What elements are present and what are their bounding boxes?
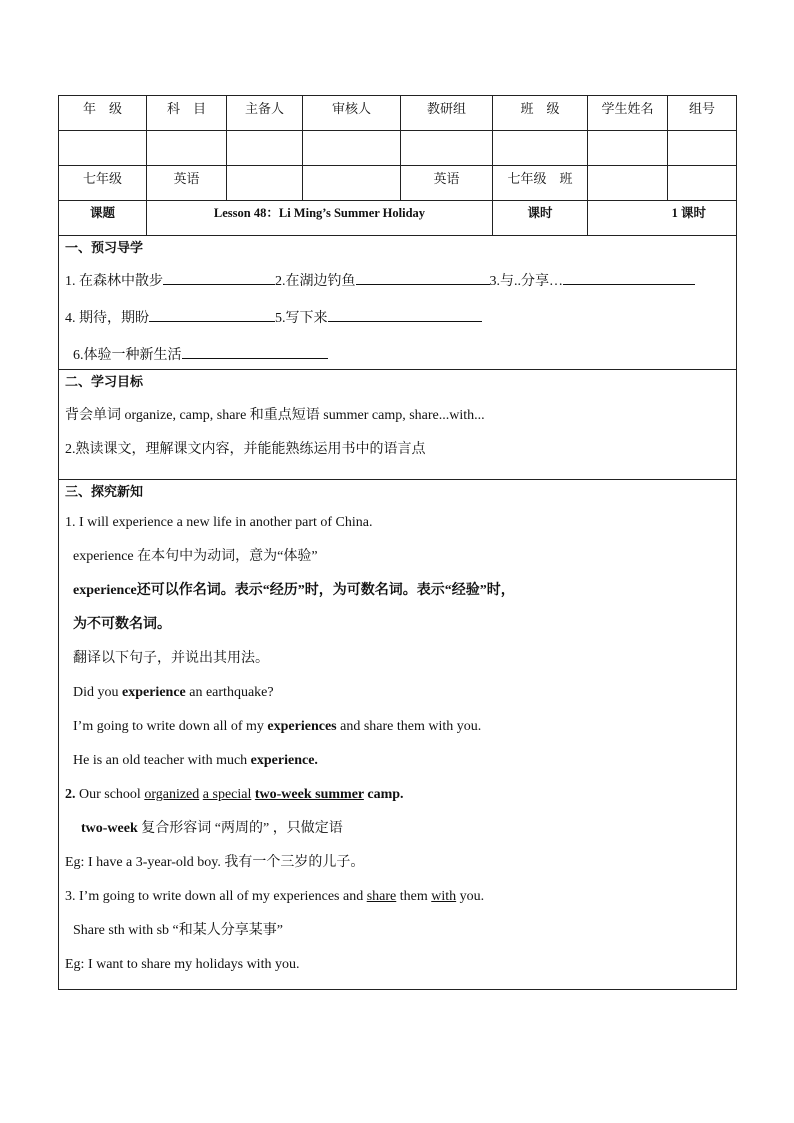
answer-blank[interactable]	[149, 309, 275, 322]
header-subject: 科 目	[147, 96, 227, 131]
example-sentence-3: He is an old teacher with much experience.	[73, 753, 318, 768]
share-usage-note: Share sth with sb “和某人分享某事”	[73, 923, 283, 938]
explore-section	[59, 480, 737, 990]
header-preparer: 主备人	[227, 96, 303, 131]
header-group-number: 组号	[668, 96, 737, 131]
student-name-value[interactable]	[588, 166, 668, 201]
item-fishing: 2.在湖边钓鱼	[275, 274, 356, 289]
experience-verb-note: experience 在本句中为动词，意为“体验”	[73, 549, 318, 564]
sentence-3: 3. I’m going to write down all of my experiences and share them with you.	[65, 889, 485, 904]
section-title: 二、学习目标	[65, 374, 144, 389]
topic-label: 课题	[59, 201, 147, 236]
experience-noun-note-cont: 为不可数名词。	[73, 617, 171, 632]
period-value: 1 课时	[588, 201, 737, 236]
blank-row	[59, 131, 737, 166]
answer-blank[interactable]	[356, 272, 490, 285]
example-share-holidays: Eg: I want to share my holidays with you.	[65, 957, 300, 972]
header-student-name: 学生姓名	[588, 96, 668, 131]
preparer-value[interactable]	[227, 166, 303, 201]
header-grade: 年 级	[59, 96, 147, 131]
sentence-1: 1. I will experience a new life in another part of China.	[65, 515, 373, 530]
sentence-2: 2. Our school organized a special two-week summer camp.	[65, 787, 404, 802]
blank-cell[interactable]	[303, 131, 401, 166]
item-experience-life: 6.体验一种新生活	[73, 348, 182, 363]
subject-value: 英语	[147, 166, 227, 201]
header-class: 班 级	[493, 96, 588, 131]
blank-cell[interactable]	[668, 131, 737, 166]
item-walk-forest: 1. 在森林中散步	[65, 274, 163, 289]
objective-1: 背会单词 organize, camp, share 和重点短语 summer camp, share...with...	[65, 408, 485, 423]
example-3-year-old: Eg: I have a 3-year-old boy. 我有一个三岁的儿子。	[65, 855, 365, 870]
lesson-plan-table	[58, 95, 737, 990]
header-row	[59, 96, 737, 131]
answer-blank[interactable]	[182, 346, 328, 359]
answer-blank[interactable]	[163, 272, 275, 285]
objective-2: 2.熟读课文，理解课文内容，并能能熟练运用书中的语言点	[65, 442, 426, 457]
class-value: 七年级 班	[493, 166, 588, 201]
blank-cell[interactable]	[227, 131, 303, 166]
research-group-value: 英语	[401, 166, 493, 201]
topic-row	[59, 201, 737, 236]
preview-line-2	[65, 307, 736, 327]
section-title: 三、探究新知	[65, 484, 144, 499]
two-week-note: two-week 复合形容词 “两周的” ，只做定语	[81, 821, 343, 836]
reviewer-value[interactable]	[303, 166, 401, 201]
item-look-forward: 4. 期待，期盼	[65, 311, 149, 326]
blank-cell[interactable]	[493, 131, 588, 166]
example-sentence-1: Did you experience an earthquake?	[73, 685, 274, 700]
info-row	[59, 166, 737, 201]
item-share: 3.与..分享…	[489, 274, 563, 289]
objectives-section	[59, 370, 737, 480]
answer-blank[interactable]	[563, 272, 695, 285]
blank-cell[interactable]	[401, 131, 493, 166]
section-title: 一、预习导学	[65, 240, 144, 255]
blank-cell[interactable]	[588, 131, 668, 166]
preview-line-1	[65, 270, 736, 290]
translate-instruction: 翻译以下句子，并说出其用法。	[73, 651, 269, 666]
blank-cell[interactable]	[147, 131, 227, 166]
header-reviewer: 审核人	[303, 96, 401, 131]
preview-section	[59, 236, 737, 370]
item-write-down: 5.写下来	[275, 311, 328, 326]
answer-blank[interactable]	[328, 309, 482, 322]
grade-value: 七年级	[59, 166, 147, 201]
period-label: 课时	[493, 201, 588, 236]
example-sentence-2: I’m going to write down all of my experiences and share them with you.	[73, 719, 482, 734]
experience-noun-note: experience还可以作名词。表示“经历”时，为可数名词。表示“经验”时，	[73, 583, 515, 598]
group-number-value[interactable]	[668, 166, 737, 201]
blank-cell[interactable]	[59, 131, 147, 166]
lesson-title: Lesson 48：Li Ming’s Summer Holiday	[147, 201, 493, 236]
preview-line-3	[65, 344, 736, 364]
header-research-group: 教研组	[401, 96, 493, 131]
